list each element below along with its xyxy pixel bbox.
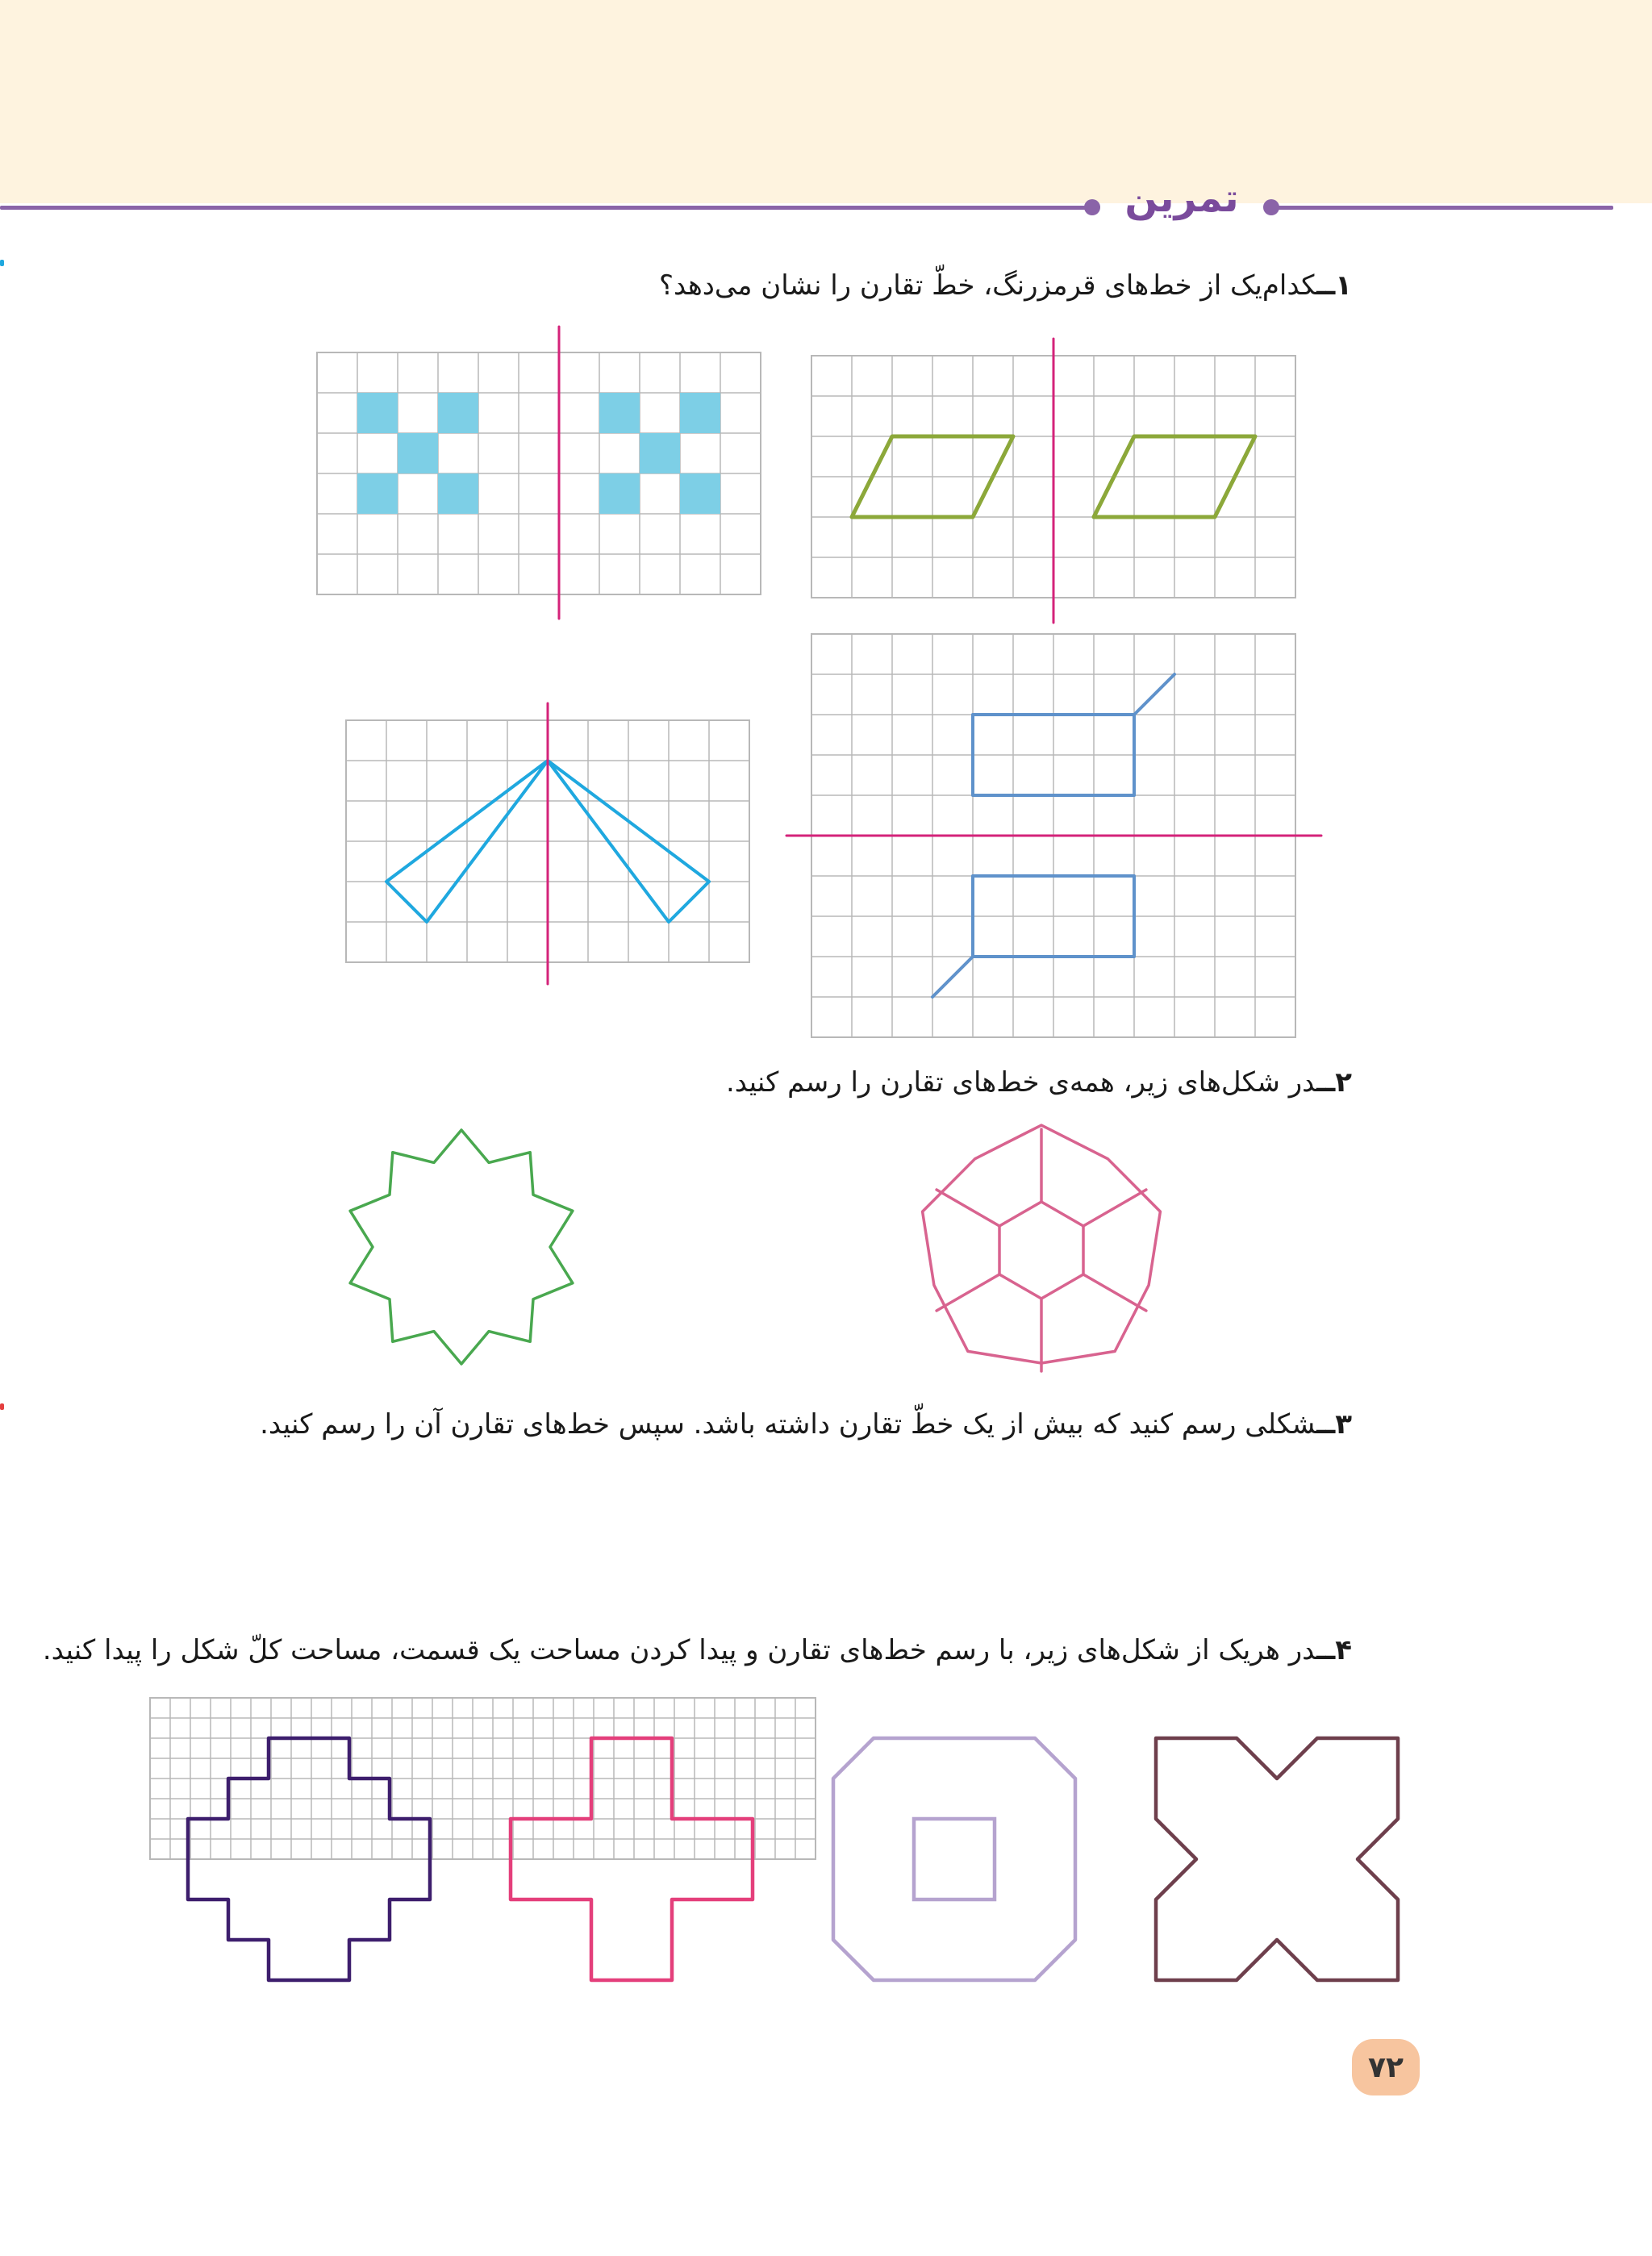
spoke-line	[1083, 1274, 1146, 1311]
inner-square	[914, 1819, 995, 1899]
center-hexagon	[999, 1202, 1083, 1299]
page-number-badge: ۷۲	[1352, 2039, 1420, 2095]
cyan-square	[680, 473, 720, 514]
cyan-square	[357, 473, 398, 514]
question-number: ۴ــ	[1316, 1634, 1352, 1666]
cyan-square	[357, 393, 398, 433]
question-text: در شکل‌های زیر، همه‌ی خط‌های تقارن را رسم کنید.	[725, 1066, 1316, 1099]
cyan-square	[438, 473, 478, 514]
cyan-square	[599, 393, 640, 433]
spoke-line	[937, 1274, 999, 1311]
question-number: ۳ــ	[1316, 1408, 1352, 1441]
octagon-shape	[833, 1738, 1075, 1980]
question-text: کدام‌یک از خط‌های قرمزرنگ، خطّ تقارن را نشان می‌دهد؟	[658, 269, 1316, 302]
cyan-square	[599, 473, 640, 514]
cyan-square	[640, 433, 680, 473]
grid-layer	[150, 352, 1295, 1859]
question-number: ۱ــ	[1316, 269, 1352, 302]
section-title: تمرین	[1124, 176, 1239, 221]
question-text: شکلی رسم کنید که بیش از یک خطّ تقارن داشته باشد. سپس خط‌های تقارن آن را رسم کنید.	[260, 1408, 1316, 1441]
spoke-line	[1083, 1190, 1146, 1226]
question-number: ۲ــ	[1316, 1066, 1352, 1099]
cyan-square	[398, 433, 438, 473]
notched-square-shape	[1156, 1738, 1398, 1980]
spoke-line	[937, 1190, 999, 1226]
cyan-square	[680, 393, 720, 433]
star-ten-point	[350, 1130, 573, 1364]
cyan-square	[438, 393, 478, 433]
question-text: در هریک از شکل‌های زیر، با رسم خط‌های تقارن و پیدا کردن مساحت یک قسمت، مساحت کلّ شکل را پیدا کنید.	[42, 1634, 1316, 1666]
